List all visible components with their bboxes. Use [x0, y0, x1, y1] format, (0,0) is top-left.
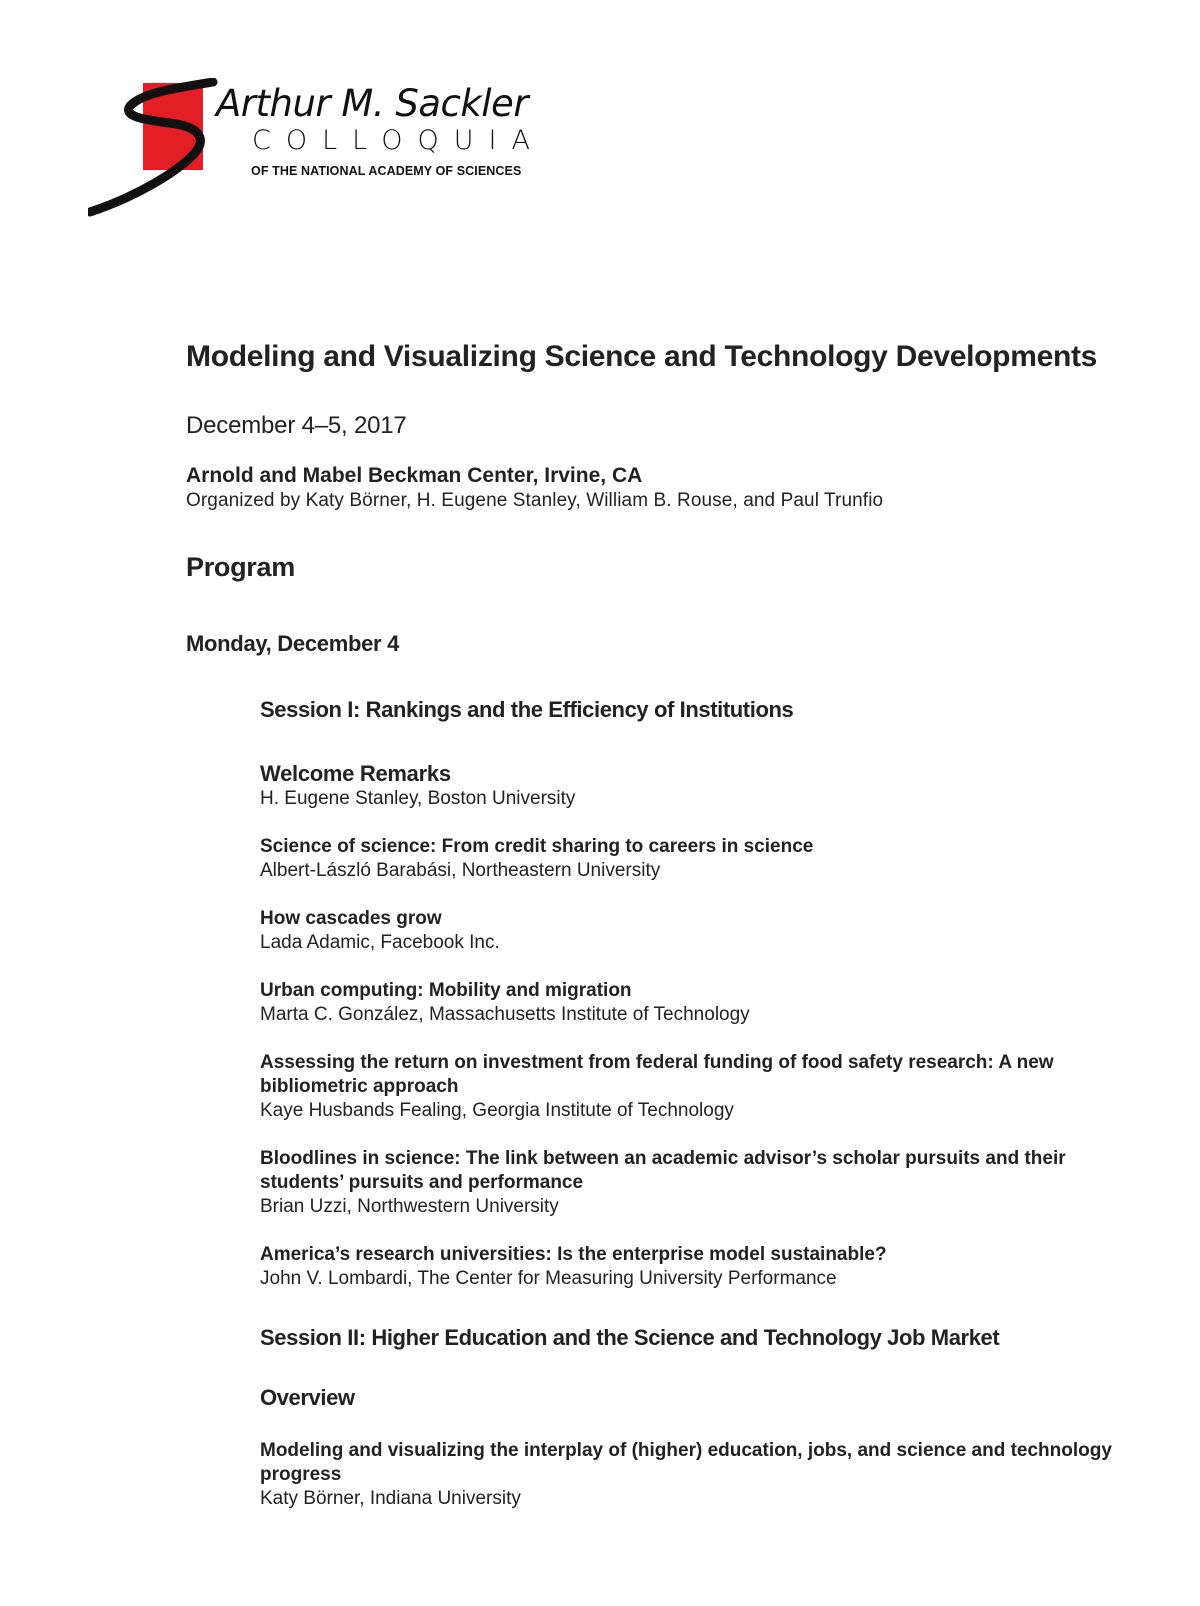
talk-speaker: Katy Börner, Indiana University: [260, 1488, 521, 1509]
talk-title: How cascades grow: [260, 908, 442, 929]
page-title: Modeling and Visualizing Science and Technology Developments: [186, 340, 1098, 373]
event-dates: December 4–5, 2017: [186, 412, 407, 439]
program-document: [186, 340, 1126, 1511]
talk-speaker: Brian Uzzi, Northwestern University: [260, 1196, 559, 1217]
talk-title: Urban computing: Mobility and migration: [260, 980, 632, 1001]
session-1-title: Session I: Rankings and the Efficiency of Institutions: [260, 697, 794, 722]
logo-org: OF THE NATIONAL ACADEMY OF SCIENCES: [251, 164, 522, 178]
welcome-remarks: [260, 761, 1126, 811]
talk-speaker: Kaye Husbands Fealing, Georgia Institute of Technology: [260, 1100, 734, 1121]
talk-title: Assessing the return on investment from federal funding of food safety research: A new bibliometric approach: [260, 1052, 1054, 1097]
talk-title: America’s research universities: Is the enterprise model sustainable?: [260, 1244, 887, 1265]
talk-item: [260, 907, 1126, 955]
talk-title: Science of science: From credit sharing to careers in science: [260, 836, 814, 857]
talk-item: [260, 1147, 1126, 1219]
talk-item: [260, 1243, 1126, 1291]
event-venue: Arnold and Mabel Beckman Center, Irvine, CA: [186, 464, 643, 487]
talk-item: [260, 1051, 1126, 1123]
talk-item: [260, 1439, 1126, 1511]
talk-speaker: Marta C. González, Massachusetts Institute of Technology: [260, 1004, 750, 1025]
overview-heading: Overview: [260, 1385, 355, 1410]
talk-speaker: Lada Adamic, Facebook Inc.: [260, 932, 500, 953]
talk-speaker: Albert-László Barabási, Northeastern University: [260, 860, 661, 881]
day-heading: Monday, December 4: [186, 631, 400, 656]
session-1: [260, 697, 1126, 1291]
logo-name: Arthur M. Sackler: [216, 82, 529, 125]
welcome-title: Welcome Remarks: [260, 761, 451, 786]
talk-item: [260, 979, 1126, 1027]
talk-title: Bloodlines in science: The link between an academic advisor’s scholar pursuits and their students’ pursuits and performance: [260, 1148, 1066, 1193]
talk-title: Modeling and visualizing the interplay of (higher) education, jobs, and science and technology progress: [260, 1440, 1112, 1485]
sackler-colloquia-logo: [88, 78, 548, 223]
session-2: [260, 1325, 1126, 1511]
talk-speaker: John V. Lombardi, The Center for Measuring University Performance: [260, 1268, 837, 1289]
welcome-speaker: H. Eugene Stanley, Boston University: [260, 788, 576, 809]
program-heading: Program: [186, 552, 295, 582]
logo-series: COLLOQUIA: [252, 125, 545, 156]
session-2-title: Session II: Higher Education and the Science and Technology Job Market: [260, 1325, 1000, 1350]
event-organizers: Organized by Katy Börner, H. Eugene Stanley, William B. Rouse, and Paul Trunfio: [186, 490, 884, 511]
talk-item: [260, 835, 1126, 883]
